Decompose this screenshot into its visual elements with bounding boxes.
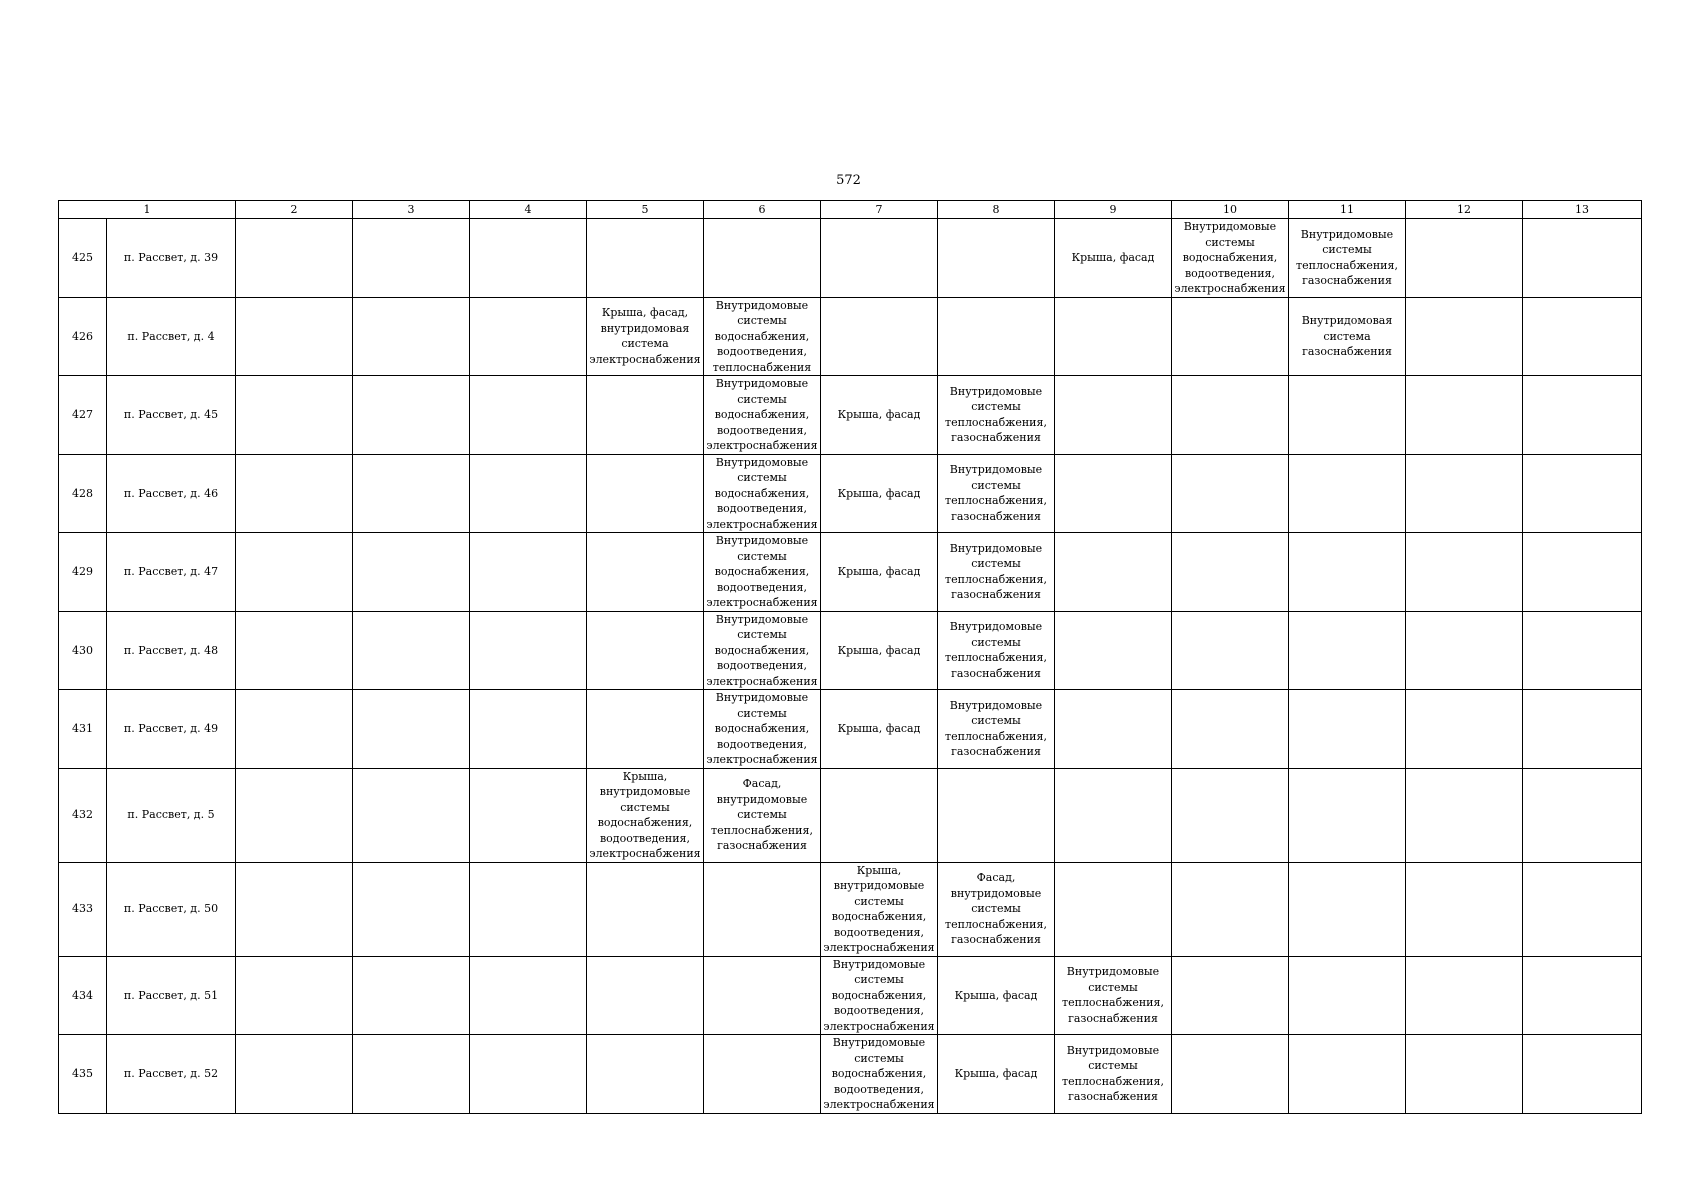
work-cell-col-3 xyxy=(353,611,470,690)
work-cell-col-9: Крыша, фасад xyxy=(1055,219,1172,298)
row-number-cell: 432 xyxy=(59,768,107,862)
work-cell-col-9 xyxy=(1055,533,1172,612)
address-cell: п. Рассвет, д. 4 xyxy=(107,297,236,376)
work-cell-col-7: Крыша, фасад xyxy=(821,376,938,455)
work-cell-col-7: Внутридомовые системы водоснабжения, водоотведения, электроснабжения xyxy=(821,1035,938,1114)
work-cell-col-5: Крыша, фасад, внутридомовая система электроснабжения xyxy=(587,297,704,376)
work-cell-col-3 xyxy=(353,454,470,533)
address-cell: п. Рассвет, д. 46 xyxy=(107,454,236,533)
work-cell-col-6: Внутридомовые системы водоснабжения, водоотведения, электроснабжения xyxy=(704,454,821,533)
work-cell-col-10 xyxy=(1172,611,1289,690)
work-cell-col-4 xyxy=(470,1035,587,1114)
column-number-12: 12 xyxy=(1406,201,1523,219)
address-cell: п. Рассвет, д. 49 xyxy=(107,690,236,769)
row-number-cell: 435 xyxy=(59,1035,107,1114)
work-cell-col-8: Крыша, фасад xyxy=(938,1035,1055,1114)
work-cell-col-6 xyxy=(704,219,821,298)
row-number-cell: 427 xyxy=(59,376,107,455)
column-number-8: 8 xyxy=(938,201,1055,219)
column-number-1: 1 xyxy=(59,201,236,219)
address-cell: п. Рассвет, д. 51 xyxy=(107,956,236,1035)
work-cell-col-11 xyxy=(1289,768,1406,862)
work-cell-col-9 xyxy=(1055,862,1172,956)
table-row xyxy=(59,1035,1642,1114)
work-cell-col-8: Внутридомовые системы теплоснабжения, газоснабжения xyxy=(938,690,1055,769)
table-row xyxy=(59,611,1642,690)
work-cell-col-12 xyxy=(1406,219,1523,298)
work-cell-col-6: Внутридомовые системы водоснабжения, водоотведения, электроснабжения xyxy=(704,376,821,455)
work-cell-col-2 xyxy=(236,533,353,612)
work-cell-col-13 xyxy=(1523,690,1642,769)
work-cell-col-13 xyxy=(1523,956,1642,1035)
work-cell-col-5 xyxy=(587,376,704,455)
work-cell-col-2 xyxy=(236,1035,353,1114)
work-cell-col-2 xyxy=(236,611,353,690)
work-cell-col-3 xyxy=(353,862,470,956)
work-cell-col-7: Крыша, фасад xyxy=(821,454,938,533)
work-cell-col-4 xyxy=(470,956,587,1035)
work-cell-col-11 xyxy=(1289,454,1406,533)
work-cell-col-8: Фасад, внутридомовые системы теплоснабжения, газоснабжения xyxy=(938,862,1055,956)
work-cell-col-12 xyxy=(1406,690,1523,769)
address-cell: п. Рассвет, д. 39 xyxy=(107,219,236,298)
work-cell-col-10 xyxy=(1172,454,1289,533)
work-cell-col-10 xyxy=(1172,376,1289,455)
work-cell-col-9 xyxy=(1055,376,1172,455)
work-cell-col-2 xyxy=(236,956,353,1035)
address-cell: п. Рассвет, д. 5 xyxy=(107,768,236,862)
work-cell-col-2 xyxy=(236,768,353,862)
row-number-cell: 431 xyxy=(59,690,107,769)
work-cell-col-2 xyxy=(236,219,353,298)
repair-schedule-table xyxy=(58,200,1642,1114)
work-cell-col-6: Внутридомовые системы водоснабжения, водоотведения, теплоснабжения xyxy=(704,297,821,376)
work-cell-col-8 xyxy=(938,297,1055,376)
column-number-4: 4 xyxy=(470,201,587,219)
work-cell-col-5 xyxy=(587,533,704,612)
work-cell-col-12 xyxy=(1406,956,1523,1035)
work-cell-col-7: Крыша, фасад xyxy=(821,611,938,690)
work-cell-col-3 xyxy=(353,219,470,298)
column-number-2: 2 xyxy=(236,201,353,219)
work-cell-col-6 xyxy=(704,862,821,956)
work-cell-col-11 xyxy=(1289,533,1406,612)
table-row xyxy=(59,376,1642,455)
work-cell-col-4 xyxy=(470,611,587,690)
row-number-cell: 425 xyxy=(59,219,107,298)
work-cell-col-8 xyxy=(938,219,1055,298)
work-cell-col-7: Крыша, фасад xyxy=(821,533,938,612)
address-cell: п. Рассвет, д. 48 xyxy=(107,611,236,690)
row-number-cell: 429 xyxy=(59,533,107,612)
work-cell-col-3 xyxy=(353,297,470,376)
work-cell-col-5: Крыша, внутридомовые системы водоснабжения, водоотведения, электроснабжения xyxy=(587,768,704,862)
work-cell-col-4 xyxy=(470,376,587,455)
column-number-11: 11 xyxy=(1289,201,1406,219)
row-number-cell: 428 xyxy=(59,454,107,533)
work-cell-col-13 xyxy=(1523,297,1642,376)
work-cell-col-8: Внутридомовые системы теплоснабжения, газоснабжения xyxy=(938,611,1055,690)
address-cell: п. Рассвет, д. 50 xyxy=(107,862,236,956)
work-cell-col-13 xyxy=(1523,376,1642,455)
work-cell-col-4 xyxy=(470,454,587,533)
work-cell-col-6: Внутридомовые системы водоснабжения, водоотведения, электроснабжения xyxy=(704,690,821,769)
table-row xyxy=(59,454,1642,533)
column-number-6: 6 xyxy=(704,201,821,219)
work-cell-col-7: Внутридомовые системы водоснабжения, водоотведения, электроснабжения xyxy=(821,956,938,1035)
work-cell-col-13 xyxy=(1523,768,1642,862)
work-cell-col-4 xyxy=(470,533,587,612)
work-cell-col-6: Внутридомовые системы водоснабжения, водоотведения, электроснабжения xyxy=(704,611,821,690)
address-cell: п. Рассвет, д. 45 xyxy=(107,376,236,455)
column-number-5: 5 xyxy=(587,201,704,219)
work-cell-col-10 xyxy=(1172,956,1289,1035)
work-cell-col-12 xyxy=(1406,768,1523,862)
work-cell-col-8: Внутридомовые системы теплоснабжения, газоснабжения xyxy=(938,454,1055,533)
work-cell-col-3 xyxy=(353,1035,470,1114)
work-cell-col-5 xyxy=(587,956,704,1035)
work-cell-col-12 xyxy=(1406,533,1523,612)
row-number-cell: 434 xyxy=(59,956,107,1035)
column-number-13: 13 xyxy=(1523,201,1642,219)
work-cell-col-10: Внутридомовые системы водоснабжения, водоотведения, электроснабжения xyxy=(1172,219,1289,298)
work-cell-col-4 xyxy=(470,219,587,298)
work-cell-col-11 xyxy=(1289,690,1406,769)
work-cell-col-6: Фасад, внутридомовые системы теплоснабжения, газоснабжения xyxy=(704,768,821,862)
work-cell-col-2 xyxy=(236,454,353,533)
work-cell-col-12 xyxy=(1406,454,1523,533)
work-cell-col-7: Крыша, внутридомовые системы водоснабжения, водоотведения, электроснабжения xyxy=(821,862,938,956)
work-cell-col-5 xyxy=(587,690,704,769)
page-number: 572 xyxy=(836,173,861,188)
work-cell-col-9 xyxy=(1055,611,1172,690)
column-number-10: 10 xyxy=(1172,201,1289,219)
work-cell-col-8 xyxy=(938,768,1055,862)
work-cell-col-9 xyxy=(1055,297,1172,376)
table-body xyxy=(59,219,1642,1114)
work-cell-col-11 xyxy=(1289,956,1406,1035)
work-cell-col-2 xyxy=(236,862,353,956)
work-cell-col-6 xyxy=(704,1035,821,1114)
work-cell-col-13 xyxy=(1523,454,1642,533)
work-cell-col-2 xyxy=(236,297,353,376)
work-cell-col-12 xyxy=(1406,297,1523,376)
work-cell-col-3 xyxy=(353,533,470,612)
work-cell-col-12 xyxy=(1406,611,1523,690)
column-number-row xyxy=(59,201,1642,219)
work-cell-col-7 xyxy=(821,768,938,862)
work-cell-col-3 xyxy=(353,956,470,1035)
work-cell-col-5 xyxy=(587,862,704,956)
table-row xyxy=(59,956,1642,1035)
row-number-cell: 430 xyxy=(59,611,107,690)
work-cell-col-11 xyxy=(1289,376,1406,455)
table-row xyxy=(59,219,1642,298)
work-cell-col-9 xyxy=(1055,768,1172,862)
work-cell-col-10 xyxy=(1172,690,1289,769)
work-cell-col-4 xyxy=(470,768,587,862)
work-cell-col-8: Внутридомовые системы теплоснабжения, газоснабжения xyxy=(938,533,1055,612)
work-cell-col-5 xyxy=(587,454,704,533)
work-cell-col-11: Внутридомовые системы теплоснабжения, газоснабжения xyxy=(1289,219,1406,298)
work-cell-col-12 xyxy=(1406,1035,1523,1114)
work-cell-col-7 xyxy=(821,297,938,376)
work-cell-col-8: Крыша, фасад xyxy=(938,956,1055,1035)
work-cell-col-13 xyxy=(1523,219,1642,298)
work-cell-col-2 xyxy=(236,376,353,455)
column-number-9: 9 xyxy=(1055,201,1172,219)
table-row xyxy=(59,297,1642,376)
work-cell-col-9 xyxy=(1055,690,1172,769)
work-cell-col-10 xyxy=(1172,862,1289,956)
work-cell-col-5 xyxy=(587,219,704,298)
work-cell-col-8: Внутридомовые системы теплоснабжения, газоснабжения xyxy=(938,376,1055,455)
work-cell-col-13 xyxy=(1523,611,1642,690)
work-cell-col-5 xyxy=(587,1035,704,1114)
work-cell-col-3 xyxy=(353,690,470,769)
work-cell-col-9 xyxy=(1055,454,1172,533)
work-cell-col-11: Внутридомовая система газоснабжения xyxy=(1289,297,1406,376)
work-cell-col-11 xyxy=(1289,862,1406,956)
work-cell-col-13 xyxy=(1523,1035,1642,1114)
work-cell-col-9: Внутридомовые системы теплоснабжения, газоснабжения xyxy=(1055,1035,1172,1114)
work-cell-col-12 xyxy=(1406,862,1523,956)
address-cell: п. Рассвет, д. 52 xyxy=(107,1035,236,1114)
work-cell-col-10 xyxy=(1172,768,1289,862)
table-row xyxy=(59,533,1642,612)
row-number-cell: 426 xyxy=(59,297,107,376)
work-cell-col-2 xyxy=(236,690,353,769)
work-cell-col-10 xyxy=(1172,297,1289,376)
work-cell-col-13 xyxy=(1523,533,1642,612)
work-cell-col-6 xyxy=(704,956,821,1035)
work-cell-col-4 xyxy=(470,690,587,769)
column-number-7: 7 xyxy=(821,201,938,219)
address-cell: п. Рассвет, д. 47 xyxy=(107,533,236,612)
work-cell-col-4 xyxy=(470,862,587,956)
work-cell-col-12 xyxy=(1406,376,1523,455)
work-cell-col-7 xyxy=(821,219,938,298)
work-cell-col-7: Крыша, фасад xyxy=(821,690,938,769)
work-cell-col-9: Внутридомовые системы теплоснабжения, газоснабжения xyxy=(1055,956,1172,1035)
work-cell-col-5 xyxy=(587,611,704,690)
work-cell-col-6: Внутридомовые системы водоснабжения, водоотведения, электроснабжения xyxy=(704,533,821,612)
work-cell-col-11 xyxy=(1289,1035,1406,1114)
column-number-3: 3 xyxy=(353,201,470,219)
work-cell-col-3 xyxy=(353,768,470,862)
row-number-cell: 433 xyxy=(59,862,107,956)
work-cell-col-3 xyxy=(353,376,470,455)
work-cell-col-13 xyxy=(1523,862,1642,956)
table-row xyxy=(59,690,1642,769)
work-cell-col-10 xyxy=(1172,1035,1289,1114)
work-cell-col-11 xyxy=(1289,611,1406,690)
table-row xyxy=(59,862,1642,956)
work-cell-col-10 xyxy=(1172,533,1289,612)
table-row xyxy=(59,768,1642,862)
work-cell-col-4 xyxy=(470,297,587,376)
